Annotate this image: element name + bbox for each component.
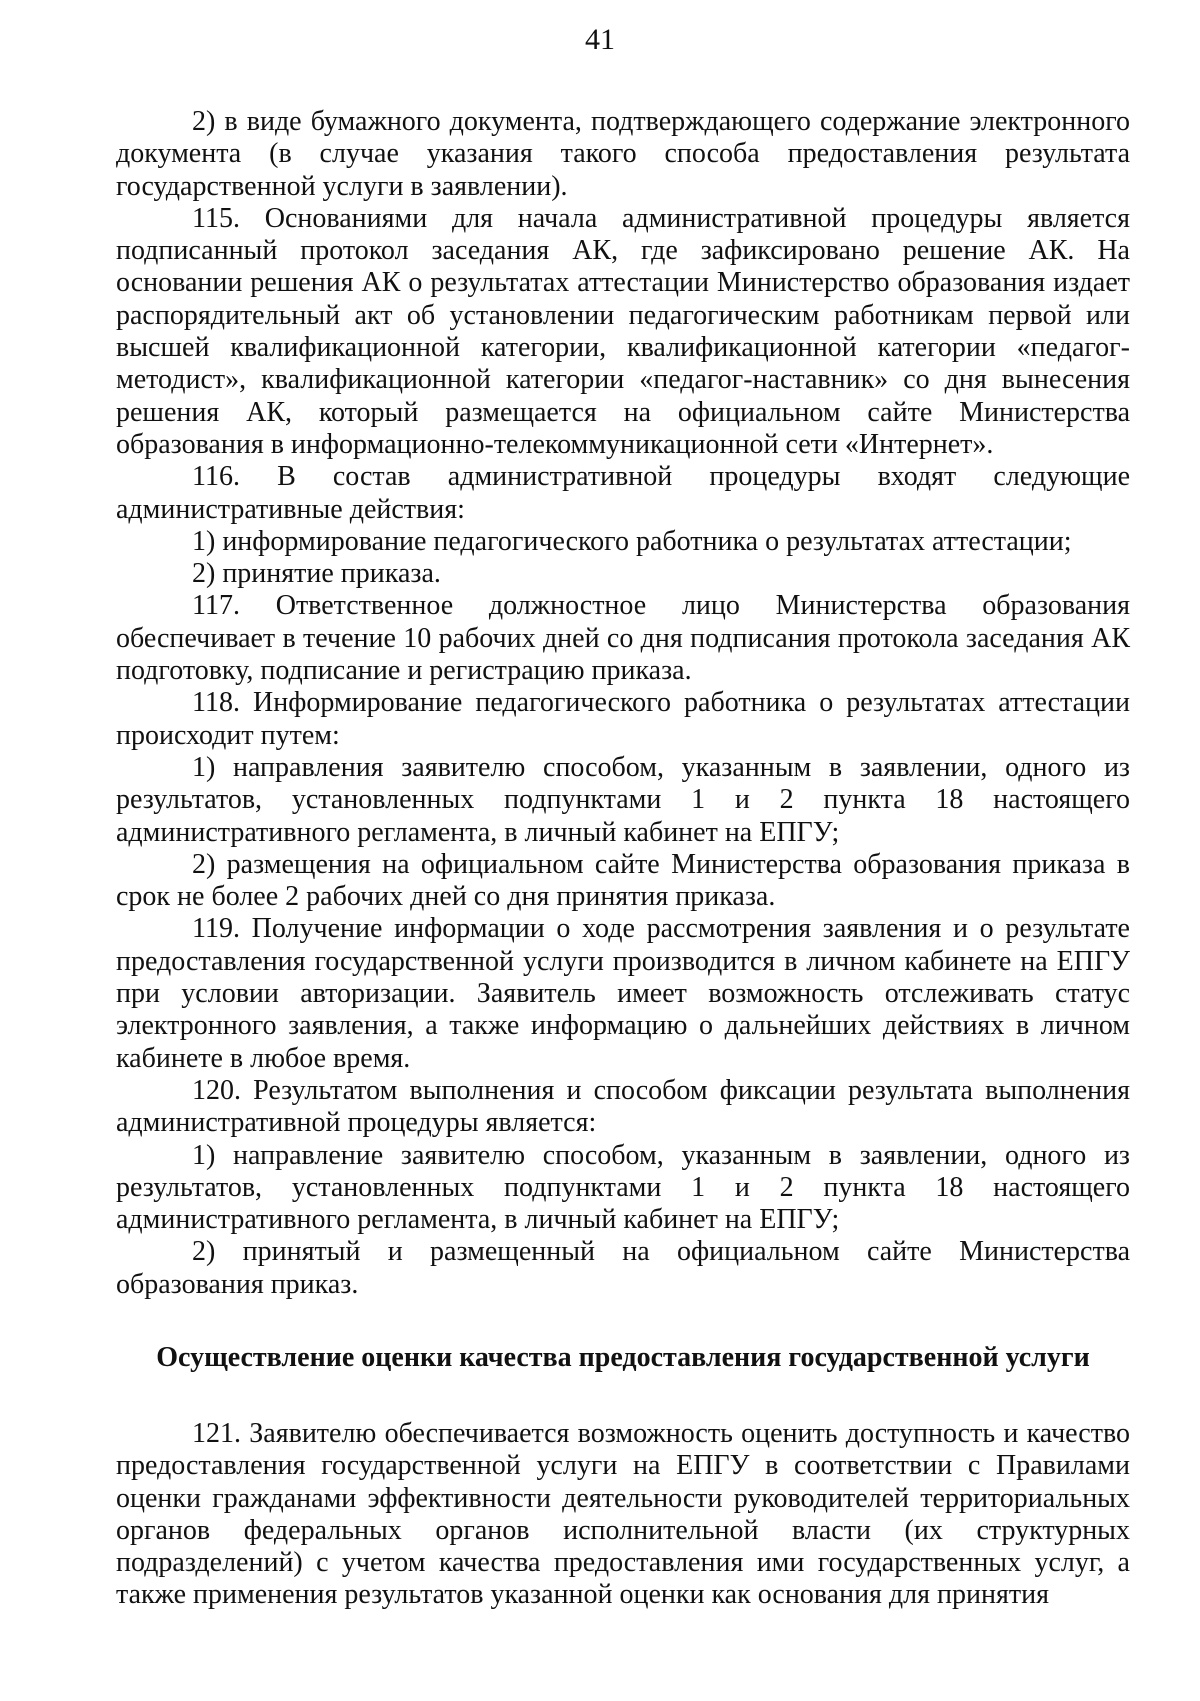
document-body bbox=[116, 106, 1130, 1612]
paragraph: 2) в виде бумажного документа, подтверждающего содержание электронного документа (в случае указания такого способа предоставления результата государственной услуги в заявлении). bbox=[116, 106, 1130, 202]
paragraph: 115. Основаниями для начала административной процедуры является подписанный протокол заседания АК, где зафиксировано решение АК. На основании решения АК о результатах аттестации Министерство образования издает распорядительный акт об установлении педагогическим работникам первой или высшей квалификационной категории, квалификационной категории «педагог-методист», квалификационной категории «педагог-наставник» со дня вынесения решения АК, который размещается на официальном сайте Министерства образования в информационно-телекоммуникационной сети «Интернет». bbox=[116, 202, 1130, 460]
paragraph: 1) направление заявителю способом, указанным в заявлении, одного из результатов, установленных подпунктами 1 и 2 пункта 18 настоящего административного регламента, в личный кабинет на ЕПГУ; bbox=[116, 1139, 1130, 1236]
paragraph: 2) принятие приказа. bbox=[192, 558, 441, 590]
paragraph: 121. Заявителю обеспечивается возможность оценить доступность и качество предоставления государственной услуги на ЕПГУ в соответствии с Правилами оценки гражданами эффективности деятельности руководителей территориальных органов федеральных органов исполнительной власти (их структурных подразделений) с учетом качества предоставления ими государственных услуг, а также применения результатов указанной оценки как основания для принятия bbox=[116, 1417, 1130, 1611]
paragraph: 120. Результатом выполнения и способом фиксации результата выполнения административной процедуры является: bbox=[116, 1074, 1130, 1139]
paragraph: 118. Информирование педагогического работника о результатах аттестации происходит путем: bbox=[116, 687, 1130, 751]
paragraph: 2) принятый и размещенный на официальном сайте Министерства образования приказ. bbox=[116, 1236, 1130, 1300]
paragraph: 1) информирование педагогического работника о результатах аттестации; bbox=[192, 525, 1072, 557]
paragraph: 1) направления заявителю способом, указанным в заявлении, одного из результатов, установленных подпунктами 1 и 2 пункта 18 настоящего административного регламента, в личный кабинет на ЕПГУ; bbox=[116, 751, 1130, 848]
paragraph: 116. В состав административной процедуры входят следующие административные действия: bbox=[116, 461, 1130, 525]
paragraph: 119. Получение информации о ходе рассмотрения заявления и о результате предоставления государственной услуги производится в личном кабинете на ЕПГУ при условии авторизации. Заявитель имеет возможность отслеживать статус электронного заявления, а также информацию о дальнейших действиях в личном кабинете в любое время. bbox=[116, 913, 1130, 1074]
paragraph: 117. Ответственное должностное лицо Министерства образования обеспечивает в течение 10 рабочих дней со дня подписания протокола заседания АК подготовку, подписание и регистрацию приказа. bbox=[116, 590, 1130, 687]
paragraph: 2) размещения на официальном сайте Министерства образования приказа в срок не более 2 рабочих дней со дня принятия приказа. bbox=[116, 848, 1130, 913]
section-heading: Осуществление оценки качества предоставления государственной услуги bbox=[156, 1341, 1090, 1373]
page-number: 41 bbox=[585, 23, 615, 56]
